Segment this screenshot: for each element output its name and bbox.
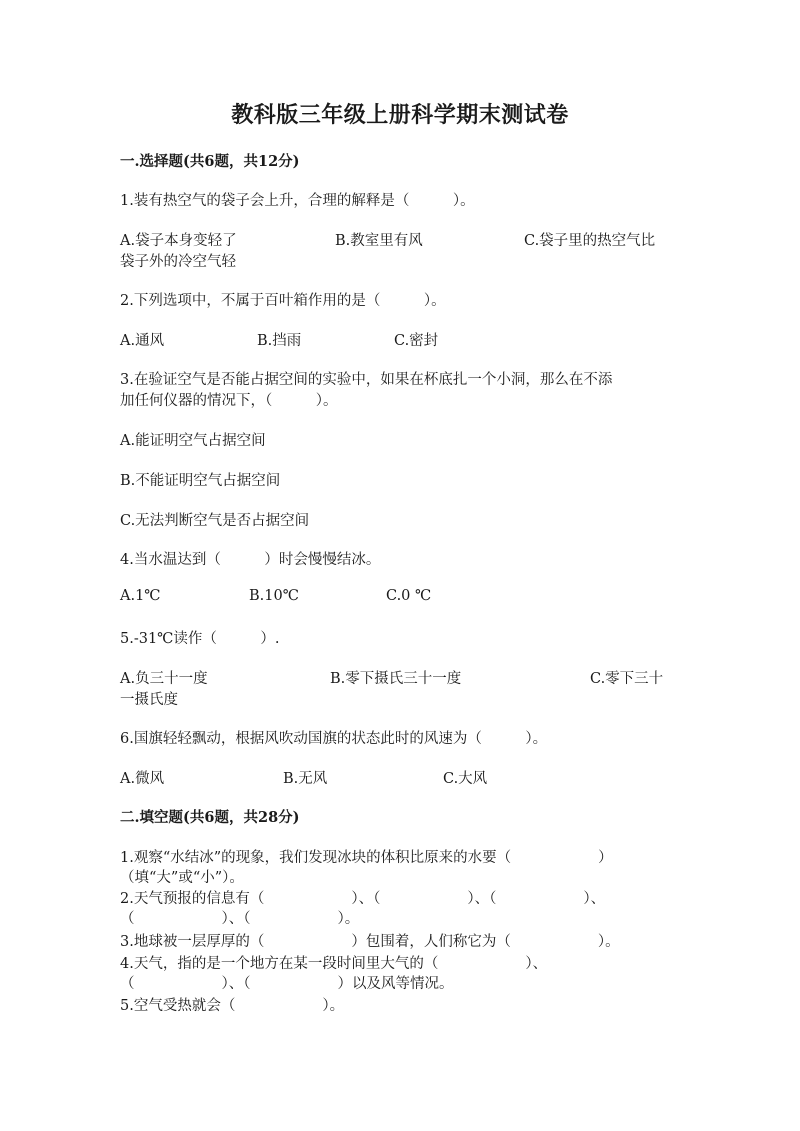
fill-question-line: （ ）、（ ）。 xyxy=(120,911,360,927)
question-2-option-a: A.通风 xyxy=(120,333,165,349)
question-1-option-c-continued: 袋子外的冷空气轻 xyxy=(120,254,236,270)
fill-question-line: （填“大”或“小”）。 xyxy=(120,870,244,886)
question-4-stem: 4.当水温达到（ ）时会慢慢结冰。 xyxy=(120,552,381,568)
question-3-option-a: A.能证明空气占据空间 xyxy=(120,433,266,449)
section-header-choice: 一.选择题(共6题，共12分) xyxy=(120,153,300,170)
question-1-option-a: A.袋子本身变轻了 xyxy=(120,233,237,249)
question-2-option-b: B.挡雨 xyxy=(257,333,302,349)
fill-question-line: 2.天气预报的信息有（ ）、（ ）、（ ）、 xyxy=(120,891,606,907)
question-5-option-b: B.零下摄氏三十一度 xyxy=(330,671,462,687)
question-6-option-c: C.大风 xyxy=(443,771,488,787)
question-3-stem-line-2: 加任何仪器的情况下，（ ）。 xyxy=(120,393,338,409)
question-4-option-b: B.10℃ xyxy=(249,588,299,604)
question-5-option-a: A.负三十一度 xyxy=(120,671,208,687)
fill-question-line: （ ）、（ ）以及风等情况。 xyxy=(120,976,454,992)
question-4-option-c: C.0 ℃ xyxy=(386,588,432,604)
question-3-stem-line-1: 3.在验证空气是否能占据空间的实验中，如果在杯底扎一个小洞，那么在不添 xyxy=(120,372,613,388)
question-1-stem: 1.装有热空气的袋子会上升，合理的解释是（ ）。 xyxy=(120,193,475,209)
fill-question-line: 5.空气受热就会（ ）。 xyxy=(120,998,345,1014)
fill-question-line: 1.观察“水结冰”的现象，我们发现冰块的体积比原来的水要（ ） xyxy=(120,850,613,866)
question-2-option-c: C.密封 xyxy=(394,333,439,349)
page-title: 教科版三年级上册科学期末测试卷 xyxy=(231,102,569,128)
question-5-option-c: C.零下三十 xyxy=(590,671,664,687)
fill-question-line: 3.地球被一层厚厚的（ ）包围着，人们称它为（ ）。 xyxy=(120,934,620,950)
question-5-stem: 5.-31℃读作（ ）. xyxy=(120,631,280,647)
section-header-fill-blank: 二.填空题(共6题，共28分) xyxy=(120,809,300,826)
question-4-option-a: A.1℃ xyxy=(120,588,161,604)
question-1-option-c: C.袋子里的热空气比 xyxy=(524,233,656,249)
question-3-option-c: C.无法判断空气是否占据空间 xyxy=(120,513,310,529)
question-3-option-b: B.不能证明空气占据空间 xyxy=(120,473,281,489)
question-2-stem: 2.下列选项中，不属于百叶箱作用的是（ ）。 xyxy=(120,293,446,309)
fill-question-line: 4.天气，指的是一个地方在某一段时间里大气的（ ）、 xyxy=(120,956,548,972)
question-1-option-b: B.教室里有风 xyxy=(335,233,423,249)
question-6-option-b: B.无风 xyxy=(283,771,328,787)
question-6-option-a: A.微风 xyxy=(120,771,165,787)
question-6-stem: 6.国旗轻轻飘动，根据风吹动国旗的状态此时的风速为（ ）。 xyxy=(120,731,548,747)
question-5-option-c-continued: 一摄氏度 xyxy=(120,692,178,708)
